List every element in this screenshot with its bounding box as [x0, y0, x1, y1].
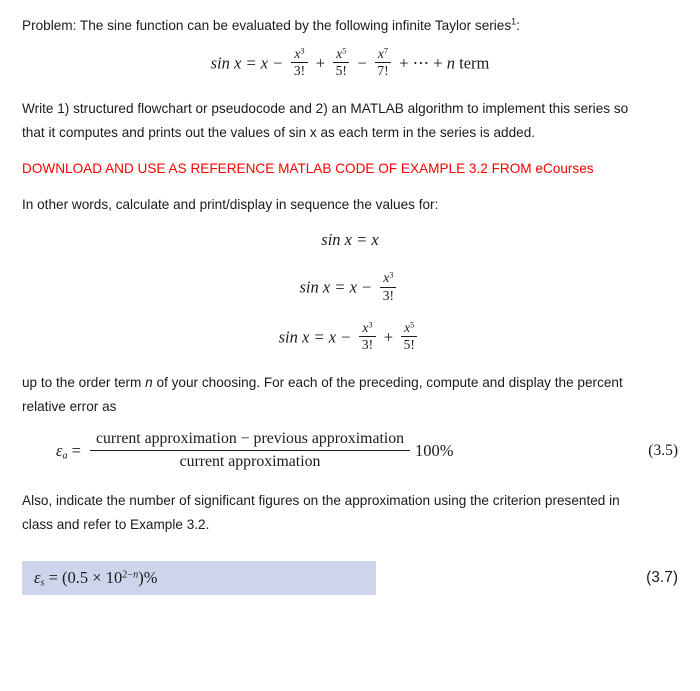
- numerator-base: x: [362, 319, 369, 335]
- eq2-lhs: sin x = x −: [299, 277, 373, 297]
- equation-sin-three-terms: [22, 319, 678, 355]
- footnote-marker: 1: [511, 16, 517, 27]
- relative-error-fraction: [90, 429, 410, 473]
- numerator-base: x: [336, 45, 343, 61]
- download-note: DOWNLOAD AND USE AS REFERENCE MATLAB CODE OF EXAMPLE 3.2 FROM eCourses: [22, 160, 594, 176]
- fraction-x3-over-3fact: [291, 46, 307, 79]
- equation-sin-two-terms: [22, 272, 678, 305]
- fraction-x5-over-5fact: [401, 320, 417, 353]
- fraction-x5-over-5fact: [333, 46, 349, 79]
- epsilon-a-symbol: $\varepsilon_a$: [56, 440, 68, 462]
- exponent: 7: [383, 46, 389, 56]
- sigfig-line-2: class and refer to Example 3.2.: [22, 516, 210, 532]
- sigfig-paragraph: [22, 489, 678, 537]
- equation-3-5: [22, 429, 678, 473]
- numerator-base: x: [377, 45, 384, 61]
- epsilon-s-symbol: $\varepsilon_s$: [34, 567, 45, 589]
- problem-intro: [22, 14, 678, 38]
- percent-factor: 100%: [415, 440, 454, 460]
- equation-sin-first-term: sin x = x: [321, 230, 379, 250]
- order-line-1: up to the order term n of your choosing. For each of the preceding, compute and display the percent: [22, 375, 623, 391]
- series-tail: + ⋯ +: [399, 53, 443, 73]
- fraction-x7-over-7fact: [375, 46, 391, 79]
- plus-operator: +: [383, 327, 394, 347]
- task-paragraph: [22, 97, 678, 145]
- n-variable: n: [145, 375, 153, 391]
- numerator-base: x: [404, 319, 411, 335]
- equals-sign: =: [71, 440, 81, 460]
- plus-operator: +: [315, 53, 326, 73]
- series-term-word: term: [459, 53, 490, 73]
- exponent: 5: [410, 320, 415, 330]
- fraction-x3-over-3fact: [359, 320, 375, 353]
- exponent: 5: [342, 46, 347, 56]
- sequence-intro: In other words, calculate and print/display in sequence the values for:: [22, 196, 439, 212]
- denominator: 3!: [293, 63, 306, 79]
- denominator: 7!: [377, 63, 389, 79]
- highlighted-equation: [22, 561, 376, 595]
- exponent: 3: [389, 270, 394, 280]
- exponent: 3: [300, 46, 305, 56]
- denominator: 5!: [335, 63, 347, 79]
- numerator-base: x: [383, 270, 390, 286]
- sigfig-line-1: Also, indicate the number of significant figures on the approximation using the criterion presented in: [22, 492, 620, 508]
- series-n-variable: n: [446, 53, 455, 73]
- denominator: 3!: [382, 287, 395, 303]
- minus-operator: −: [357, 53, 367, 73]
- fraction-denominator: current approximation: [179, 453, 321, 471]
- eq3-lhs: sin x = x −: [278, 327, 352, 347]
- expression-close: )%: [138, 567, 158, 587]
- task-line-1: Write 1) structured flowchart or pseudocode and 2) an MATLAB algorithm to implement this series so: [22, 101, 629, 117]
- subscript-a: a: [62, 450, 68, 462]
- equation-label-3-7: (3.7): [646, 568, 678, 586]
- order-line-2: relative error as: [22, 399, 117, 415]
- equation-3-7: [22, 561, 678, 595]
- denominator: 5!: [403, 337, 415, 353]
- denominator: 3!: [361, 337, 374, 353]
- intro-colon: :: [516, 18, 520, 33]
- intro-text: Problem: The sine function can be evaluated by the following infinite Taylor series: [22, 18, 512, 33]
- taylor-series-equation: [22, 45, 678, 81]
- fraction-numerator: current approximation − previous approximation: [90, 429, 410, 452]
- series-lhs: sin x = x −: [210, 53, 284, 73]
- numerator-base: x: [294, 45, 301, 61]
- equation-label-3-5: (3.5): [648, 441, 678, 459]
- task-line-2: that it computes and prints out the values of sin x as each term in the series is added.: [22, 125, 536, 141]
- exponent: 3: [368, 320, 373, 330]
- exponent-2-minus-n: 2−n: [122, 568, 139, 580]
- order-term-paragraph: [22, 371, 678, 419]
- fraction-x3-over-3fact: [380, 270, 396, 303]
- expression-open: = (0.5 × 10: [48, 567, 123, 587]
- subscript-s: s: [40, 577, 45, 589]
